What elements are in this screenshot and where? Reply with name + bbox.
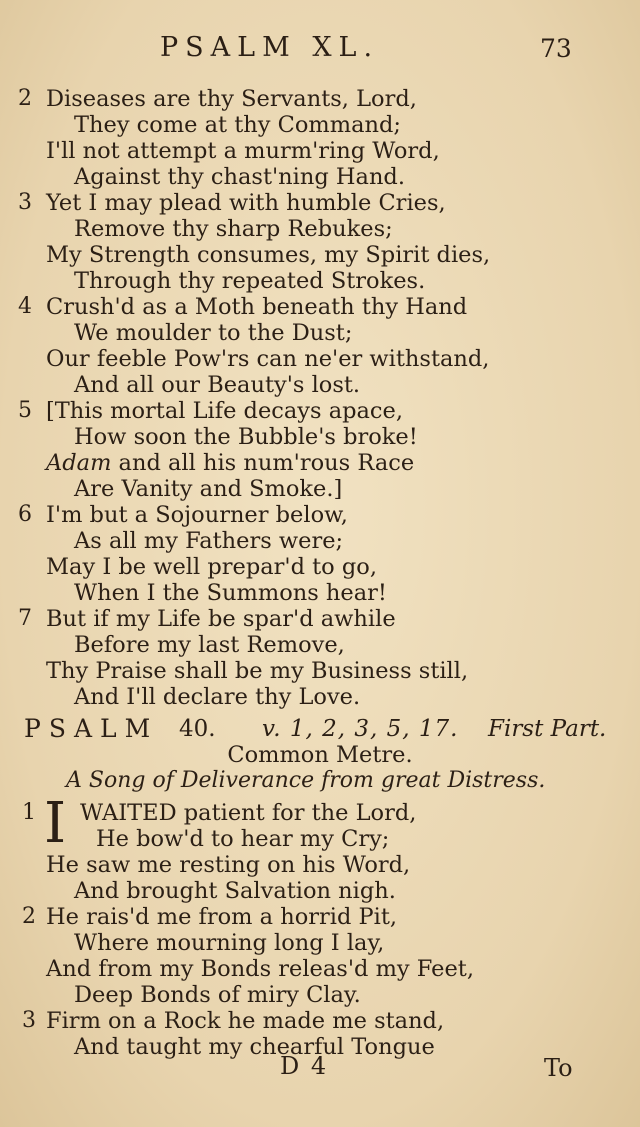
verse-line: Adam and all his num'rous Race <box>46 450 415 476</box>
signature-mark: D 4 <box>280 1052 329 1080</box>
verse-line: May I be well prepar'd to go, <box>46 554 377 580</box>
psalm-verses: v. 1, 2, 3, 5, 17. <box>262 716 459 742</box>
verse-line: Remove thy sharp Rebukes; <box>74 216 393 242</box>
verse-line: They come at thy Command; <box>74 112 401 138</box>
verse-line: When I the Summons hear! <box>74 580 387 606</box>
psalm-label: PSALM <box>24 714 159 743</box>
psalm-number: 40. <box>179 716 216 742</box>
verse-number: 3 <box>22 1008 36 1033</box>
verse-line: He bow'd to hear my Cry; <box>96 826 390 852</box>
psalm-part: First Part. <box>488 716 607 742</box>
verse-number: 3 <box>18 190 32 215</box>
verse-line: Where mourning long I lay, <box>74 930 385 956</box>
verse-number: 5 <box>18 398 32 423</box>
verse-line: Yet I may plead with humble Cries, <box>46 190 446 216</box>
verse-line: Our feeble Pow'rs can ne'er withstand, <box>46 346 490 372</box>
verse-line: Crush'd as a Moth beneath thy Hand <box>46 294 468 320</box>
verse-line: Through thy repeated Strokes. <box>74 268 426 294</box>
verse-line: As all my Fathers were; <box>74 528 344 554</box>
verse-number: 1 <box>22 800 36 825</box>
verse-number: 2 <box>22 904 36 929</box>
verse-line: He saw me resting on his Word, <box>46 852 411 878</box>
verse-number: 7 <box>18 606 32 631</box>
verse-line: Deep Bonds of miry Clay. <box>74 982 361 1008</box>
verse-line: And from my Bonds releas'd my Feet, <box>46 956 474 982</box>
verse-number: 4 <box>18 294 32 319</box>
catchword: To <box>544 1054 573 1082</box>
verse-line: Firm on a Rock he made me stand, <box>46 1008 445 1034</box>
verse-line: He rais'd me from a horrid Pit, <box>46 904 398 930</box>
verse-line: I'm but a Sojourner below, <box>46 502 348 528</box>
verse-line: My Strength consumes, my Spirit dies, <box>46 242 491 268</box>
italic-name: Adam <box>46 450 112 476</box>
verse-line: Before my last Remove, <box>74 632 345 658</box>
verse-line: Thy Praise shall be my Business still, <box>46 658 469 684</box>
psalm-heading <box>24 714 624 744</box>
page-number: 73 <box>540 34 572 63</box>
drop-cap: I <box>44 791 67 856</box>
verse-line: And brought Salvation nigh. <box>74 878 396 904</box>
running-head <box>0 28 640 68</box>
running-head-title: PSALM XL. <box>160 32 380 63</box>
verse-line: Are Vanity and Smoke.] <box>74 476 343 502</box>
metre-label: Common Metre. <box>227 742 413 768</box>
verse-line: And taught my chearful Tongue <box>74 1034 435 1060</box>
verse-line: WAITED patient for the Lord, <box>80 800 417 826</box>
verse-line: Diseases are thy Servants, Lord, <box>46 86 417 112</box>
verse-line: How soon the Bubble's broke! <box>74 424 418 450</box>
verse-line: I'll not attempt a murm'ring Word, <box>46 138 440 164</box>
verse-number: 2 <box>18 86 32 111</box>
verse-line: Against thy chast'ning Hand. <box>74 164 405 190</box>
verse-line: [This mortal Life decays apace, <box>46 398 403 424</box>
verse-line: And all our Beauty's lost. <box>74 372 361 398</box>
verse-line: We moulder to the Dust; <box>74 320 353 346</box>
verse-number: 6 <box>18 502 32 527</box>
verse-line: And I'll declare thy Love. <box>74 684 361 710</box>
verse-line: But if my Life be spar'd awhile <box>46 606 396 632</box>
song-title: A Song of Deliverance from great Distress. <box>66 768 546 793</box>
